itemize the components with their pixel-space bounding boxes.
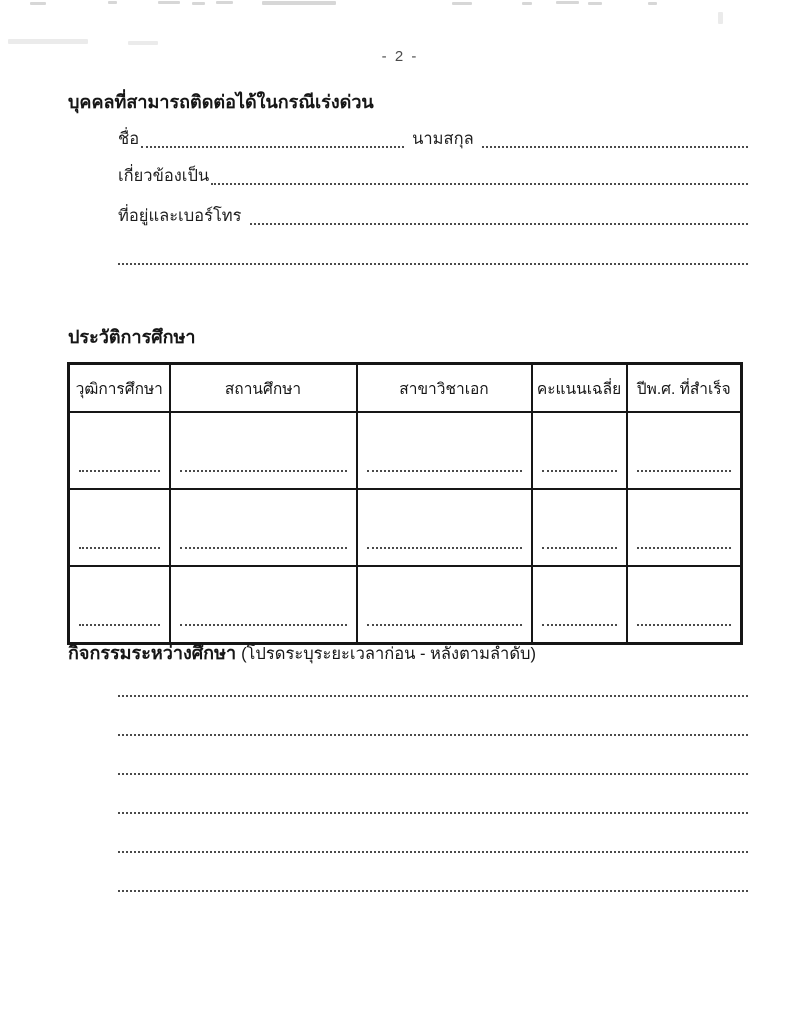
education-table-row: [69, 412, 742, 489]
relation-fill-line: [211, 183, 748, 185]
header-institution: สถานศึกษา: [170, 364, 357, 413]
cell-fill-line: [367, 624, 522, 626]
address-phone-label: ที่อยู่และเบอร์โทร: [118, 207, 242, 225]
activity-fill-line: [118, 812, 748, 814]
scan-artifact: [192, 2, 205, 5]
education-table: [67, 362, 743, 645]
scan-artifact: [262, 1, 336, 5]
scan-artifact: [588, 2, 602, 5]
name-label: ชื่อ: [118, 130, 140, 148]
header-gpa: คะแนนเฉลี่ย: [532, 364, 627, 413]
cell-fill-line: [79, 624, 160, 626]
relation-label: เกี่ยวข้องเป็น: [118, 167, 210, 185]
relation-row: [118, 163, 748, 189]
emergency-contact-heading: บุคคลที่สามารถติดต่อได้ในกรณีเร่งด่วน: [68, 92, 374, 112]
education-table-row: [69, 489, 742, 566]
activity-fill-line: [118, 695, 748, 697]
scan-artifact: [648, 2, 657, 5]
cell-fill-line: [637, 624, 732, 626]
cell-fill-line: [180, 547, 347, 549]
address-fill-line: [250, 223, 748, 225]
scan-artifact: [522, 2, 532, 5]
cell-fill-line: [637, 470, 732, 472]
activities-heading: [68, 638, 536, 667]
scan-artifact: [158, 1, 180, 4]
activities-heading-label: กิจกรรมระหว่างศึกษา: [68, 643, 237, 663]
education-table-row: [69, 566, 742, 644]
scan-artifact: [128, 41, 158, 45]
cell-fill-line: [180, 624, 347, 626]
extra-row: [118, 243, 748, 269]
scan-artifact: [556, 1, 579, 4]
education-heading: ประวัติการศึกษา: [68, 327, 196, 347]
scan-artifact: [452, 2, 472, 5]
header-major: สาขาวิชาเอก: [357, 364, 532, 413]
activity-fill-line: [118, 851, 748, 853]
education-table-header-row: [69, 364, 742, 413]
cell-fill-line: [79, 547, 160, 549]
name-surname-row: [118, 126, 748, 152]
scan-artifact: [718, 12, 723, 24]
scan-artifact: [216, 1, 233, 4]
surname-label: นามสกุล: [412, 130, 474, 148]
activity-fill-line: [118, 773, 748, 775]
scan-artifact: [108, 1, 117, 4]
cell-fill-line: [637, 547, 732, 549]
cell-fill-line: [180, 470, 347, 472]
cell-fill-line: [367, 547, 522, 549]
scan-artifact: [30, 2, 46, 5]
header-qualification: วุฒิการศึกษา: [69, 364, 170, 413]
cell-fill-line: [79, 470, 160, 472]
activities-heading-note: (โปรดระบุระยะเวลาก่อน - หลังตามลำดับ): [241, 645, 537, 663]
header-year-completed: ปีพ.ศ. ที่สำเร็จ: [627, 364, 742, 413]
cell-fill-line: [542, 624, 617, 626]
page-number: - 2 -: [381, 48, 419, 65]
name-fill-line: [141, 146, 404, 148]
address-phone-row: [118, 203, 748, 229]
activity-fill-line: [118, 734, 748, 736]
activity-fill-line: [118, 890, 748, 892]
cell-fill-line: [367, 470, 522, 472]
cell-fill-line: [542, 547, 617, 549]
scan-artifact: [8, 39, 88, 44]
cell-fill-line: [542, 470, 617, 472]
extra-fill-line: [118, 263, 748, 265]
surname-fill-line: [482, 146, 748, 148]
